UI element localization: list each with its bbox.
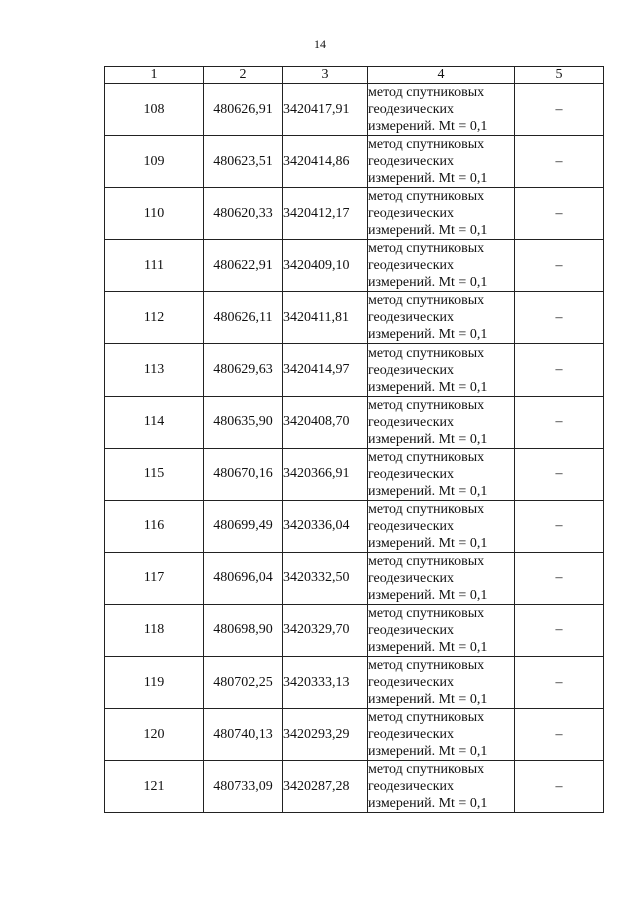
x-coordinate-cell: 480622,91 <box>204 240 283 292</box>
method-line: геодезических <box>368 154 455 170</box>
point-number-cell: 115 <box>105 448 204 500</box>
method-line: метод спутниковых <box>368 449 485 465</box>
y-coordinate-cell: 3420409,10 <box>283 240 368 292</box>
method-cell <box>368 292 515 344</box>
point-number-cell: 112 <box>105 292 204 344</box>
table-row <box>105 344 604 396</box>
column-header-2: 2 <box>204 67 283 84</box>
method-line: измерений. Mt = 0,1 <box>368 639 488 655</box>
note-cell: – <box>515 448 604 500</box>
method-line: геодезических <box>368 206 455 222</box>
table-row <box>105 761 604 813</box>
y-coordinate-cell: 3420332,50 <box>283 552 368 604</box>
note-cell: – <box>515 500 604 552</box>
method-cell <box>368 344 515 396</box>
table-row <box>105 709 604 761</box>
note-cell: – <box>515 396 604 448</box>
method-cell <box>368 500 515 552</box>
y-coordinate-cell: 3420293,29 <box>283 709 368 761</box>
point-number-cell: 116 <box>105 500 204 552</box>
coordinates-table <box>104 66 604 813</box>
table-row <box>105 396 604 448</box>
method-line: геодезических <box>368 414 455 430</box>
method-line: измерений. Mt = 0,1 <box>368 692 488 708</box>
column-header-5: 5 <box>515 67 604 84</box>
x-coordinate-cell: 480635,90 <box>204 396 283 448</box>
method-line: измерений. Mt = 0,1 <box>368 327 488 343</box>
note-cell: – <box>515 657 604 709</box>
method-line: метод спутниковых <box>368 553 485 569</box>
y-coordinate-cell: 3420412,17 <box>283 188 368 240</box>
x-coordinate-cell: 480623,51 <box>204 136 283 188</box>
point-number-cell: 120 <box>105 709 204 761</box>
x-coordinate-cell: 480699,49 <box>204 500 283 552</box>
x-coordinate-cell: 480696,04 <box>204 552 283 604</box>
method-line: геодезических <box>368 622 455 638</box>
y-coordinate-cell: 3420329,70 <box>283 604 368 656</box>
method-line: измерений. Mt = 0,1 <box>368 119 488 135</box>
point-number-cell: 121 <box>105 761 204 813</box>
table-row <box>105 604 604 656</box>
method-cell <box>368 240 515 292</box>
point-number-cell: 108 <box>105 84 204 136</box>
note-cell: – <box>515 761 604 813</box>
point-number-cell: 111 <box>105 240 204 292</box>
method-cell <box>368 604 515 656</box>
method-line: метод спутниковых <box>368 762 485 778</box>
method-line: геодезических <box>368 258 455 274</box>
method-line: измерений. Mt = 0,1 <box>368 587 488 603</box>
method-cell <box>368 448 515 500</box>
method-cell <box>368 552 515 604</box>
y-coordinate-cell: 3420414,86 <box>283 136 368 188</box>
method-line: измерений. Mt = 0,1 <box>368 483 488 499</box>
note-cell: – <box>515 292 604 344</box>
note-cell: – <box>515 240 604 292</box>
point-number-cell: 117 <box>105 552 204 604</box>
method-line: метод спутниковых <box>368 345 485 361</box>
method-cell <box>368 136 515 188</box>
point-number-cell: 119 <box>105 657 204 709</box>
method-line: метод спутниковых <box>368 85 485 101</box>
method-cell <box>368 84 515 136</box>
method-line: измерений. Mt = 0,1 <box>368 744 488 760</box>
note-cell: – <box>515 552 604 604</box>
method-line: метод спутниковых <box>368 241 485 257</box>
y-coordinate-cell: 3420333,13 <box>283 657 368 709</box>
method-line: геодезических <box>368 675 455 691</box>
x-coordinate-cell: 480698,90 <box>204 604 283 656</box>
method-cell <box>368 709 515 761</box>
y-coordinate-cell: 3420414,97 <box>283 344 368 396</box>
method-cell <box>368 188 515 240</box>
point-number-cell: 113 <box>105 344 204 396</box>
x-coordinate-cell: 480629,63 <box>204 344 283 396</box>
method-line: измерений. Mt = 0,1 <box>368 223 488 239</box>
method-line: измерений. Mt = 0,1 <box>368 535 488 551</box>
method-line: геодезических <box>368 102 455 118</box>
x-coordinate-cell: 480740,13 <box>204 709 283 761</box>
y-coordinate-cell: 3420411,81 <box>283 292 368 344</box>
method-cell <box>368 396 515 448</box>
method-line: метод спутниковых <box>368 658 485 674</box>
method-line: метод спутниковых <box>368 293 485 309</box>
page-number: 14 <box>314 37 326 51</box>
column-header-4: 4 <box>368 67 515 84</box>
x-coordinate-cell: 480626,91 <box>204 84 283 136</box>
method-line: геодезических <box>368 310 455 326</box>
point-number-cell: 114 <box>105 396 204 448</box>
x-coordinate-cell: 480620,33 <box>204 188 283 240</box>
method-line: геодезических <box>368 362 455 378</box>
x-coordinate-cell: 480702,25 <box>204 657 283 709</box>
method-line: геодезических <box>368 518 455 534</box>
method-line: измерений. Mt = 0,1 <box>368 171 488 187</box>
table-row <box>105 84 604 136</box>
method-line: геодезических <box>368 727 455 743</box>
column-header-3: 3 <box>283 67 368 84</box>
y-coordinate-cell: 3420366,91 <box>283 448 368 500</box>
note-cell: – <box>515 709 604 761</box>
table-row <box>105 136 604 188</box>
method-line: геодезических <box>368 570 455 586</box>
table-row <box>105 448 604 500</box>
note-cell: – <box>515 188 604 240</box>
table-header-row <box>105 67 604 84</box>
method-line: геодезических <box>368 779 455 795</box>
note-cell: – <box>515 344 604 396</box>
point-number-cell: 110 <box>105 188 204 240</box>
point-number-cell: 118 <box>105 604 204 656</box>
column-header-1: 1 <box>105 67 204 84</box>
method-line: геодезических <box>368 466 455 482</box>
y-coordinate-cell: 3420336,04 <box>283 500 368 552</box>
x-coordinate-cell: 480733,09 <box>204 761 283 813</box>
x-coordinate-cell: 480626,11 <box>204 292 283 344</box>
method-line: измерений. Mt = 0,1 <box>368 431 488 447</box>
x-coordinate-cell: 480670,16 <box>204 448 283 500</box>
method-line: метод спутниковых <box>368 137 485 153</box>
table-row <box>105 188 604 240</box>
method-line: измерений. Mt = 0,1 <box>368 796 488 812</box>
y-coordinate-cell: 3420287,28 <box>283 761 368 813</box>
y-coordinate-cell: 3420417,91 <box>283 84 368 136</box>
note-cell: – <box>515 84 604 136</box>
point-number-cell: 109 <box>105 136 204 188</box>
method-line: измерений. Mt = 0,1 <box>368 379 488 395</box>
table-row <box>105 500 604 552</box>
table-row <box>105 292 604 344</box>
table-row <box>105 240 604 292</box>
method-line: метод спутниковых <box>368 501 485 517</box>
method-cell <box>368 761 515 813</box>
method-line: метод спутниковых <box>368 605 485 621</box>
method-line: метод спутниковых <box>368 189 485 205</box>
method-cell <box>368 657 515 709</box>
method-line: измерений. Mt = 0,1 <box>368 275 488 291</box>
method-line: метод спутниковых <box>368 397 485 413</box>
method-line: метод спутниковых <box>368 710 485 726</box>
table-row <box>105 552 604 604</box>
table-row <box>105 657 604 709</box>
y-coordinate-cell: 3420408,70 <box>283 396 368 448</box>
note-cell: – <box>515 604 604 656</box>
note-cell: – <box>515 136 604 188</box>
